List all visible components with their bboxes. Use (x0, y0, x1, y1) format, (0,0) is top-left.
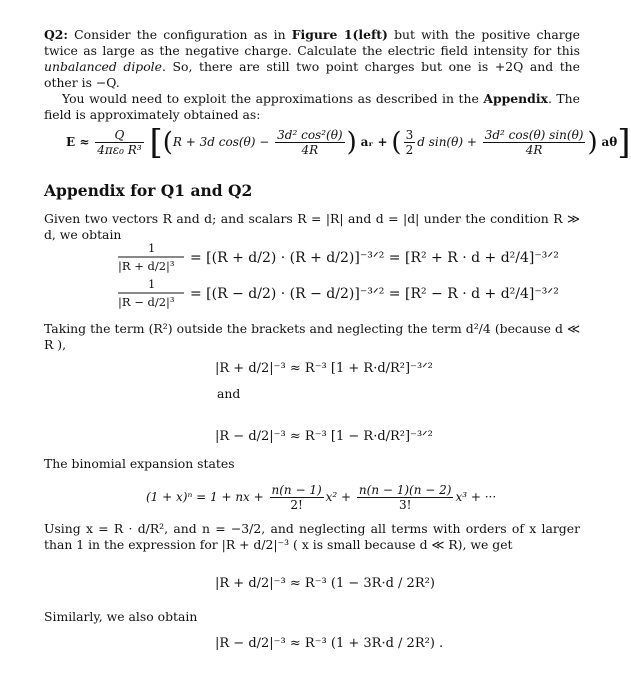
figure-ref: Figure 1(left) (291, 27, 388, 42)
unbalanced-term: unbalanced dipole (44, 59, 162, 74)
appendix-title: Appendix for Q1 and Q2 (44, 181, 253, 200)
field-t2a: d sin(θ) + (417, 135, 477, 149)
approx-equations (215, 348, 475, 448)
appendix-ref: Appendix (483, 91, 548, 106)
svg-text:= [(R + d/2) · (R + d/2)]⁻³ᐟ²: = [(R + d/2) · (R + d/2)]⁻³ᐟ² = [R² + R · d + d²/4]⁻³ᐟ² (190, 250, 559, 266)
field-term1: R + 3d cos(θ) − (172, 135, 270, 149)
svg-text:|R − d/2|⁻³ ≈ R⁻³ (1 + 3R·d /: |R − d/2|⁻³ ≈ R⁻³ (1 + 3R·d / 2R²) . (215, 636, 444, 651)
q2-label: Q2: (44, 27, 68, 42)
taking-paragraph: Taking the term (R²) outside the brackets and neglecting the term d²/4 (because d ≪ R ), (44, 321, 580, 352)
binomial-paragraph: The binomial expansion states (44, 456, 235, 471)
given-paragraph: Given two vectors R and d; and scalars R = |R| and d = |d| under the condition R ≫ d, we obtain (44, 211, 580, 242)
q2-text3: . So, there are still two point charges but one is +2Q and the other is −Q. (44, 59, 580, 90)
field-ar: aᵣ + (360, 135, 388, 149)
q2-text1: Consider the configuration as in (68, 27, 292, 42)
field-atheta: aθ (601, 135, 618, 149)
q2-text2: but with the positive charge twice as large as the negative charge. Calculate the electric field intensity for this (44, 27, 580, 58)
using-paragraph: Using x = R · d/R², and n = −3/2, and neglecting all terms with orders of x larger than 1 in the expression for |R + d/2|⁻³ ( x is small because d ≪ R), we get (44, 521, 580, 552)
approx-text1: You would need to exploit the approximations as described in the (62, 91, 484, 106)
field-E: E ≈ (66, 135, 90, 149)
svg-text:|R − d/2|³: |R − d/2|³ (118, 295, 175, 309)
similarly-text: Similarly, we also obtain (44, 609, 198, 624)
svg-text:= [(R − d/2) · (R − d/2)]⁻³ᐟ²: = [(R − d/2) · (R − d/2)]⁻³ᐟ² = [R² − R · d + d²/4]⁻³ᐟ² (190, 286, 559, 302)
final-equations (215, 565, 475, 665)
svg-text:1: 1 (148, 241, 156, 255)
svg-text:|R + d/2|⁻³ ≈ R⁻³ [1 + R·d/R²]: |R + d/2|⁻³ ≈ R⁻³ [1 + R·d/R²]⁻³ᐟ² (215, 361, 433, 376)
svg-text:|R − d/2|⁻³ ≈ R⁻³ [1 − R·d/R²]: |R − d/2|⁻³ ≈ R⁻³ [1 − R·d/R²]⁻³ᐟ² (215, 429, 433, 444)
svg-text:|R + d/2|⁻³ ≈ R⁻³ (1 − 3R·d /: |R + d/2|⁻³ ≈ R⁻³ (1 − 3R·d / 2R²) (215, 576, 435, 591)
q2-paragraph (44, 27, 580, 91)
field-coeff: $\frac{Q}{\text{4πε₀ R³}}$ (97, 128, 142, 157)
approx-paragraph (44, 91, 580, 123)
svg-text:|R + d/2|³: |R + d/2|³ (118, 259, 175, 273)
approx-text2: . The field is approximately obtained as: (44, 91, 580, 122)
binomial-equation: (1 + x)ⁿ = 1 + nx + $\frac{n(n - 1)}{2!}$ x² + $\frac{n(n - 1)(n - 2)}{3!}$ x³ + ··· (146, 483, 497, 512)
svg-text:1: 1 (148, 277, 156, 291)
field-equation: E ≈ $\frac{Q}{\text{4πε₀ R³}}$ [(R + 3d cos(θ) − $\frac{\text{3d² cos²(θ)}}{4R}$ ) aᵣ + ( $\frac{3}{2}$ d sin(θ) + $\frac{\text{3d² cos(θ) sin(θ)}}{4R}$ ) aθ] (66, 122, 631, 163)
bracket-equations (110, 240, 559, 320)
and-word: and (217, 386, 241, 401)
